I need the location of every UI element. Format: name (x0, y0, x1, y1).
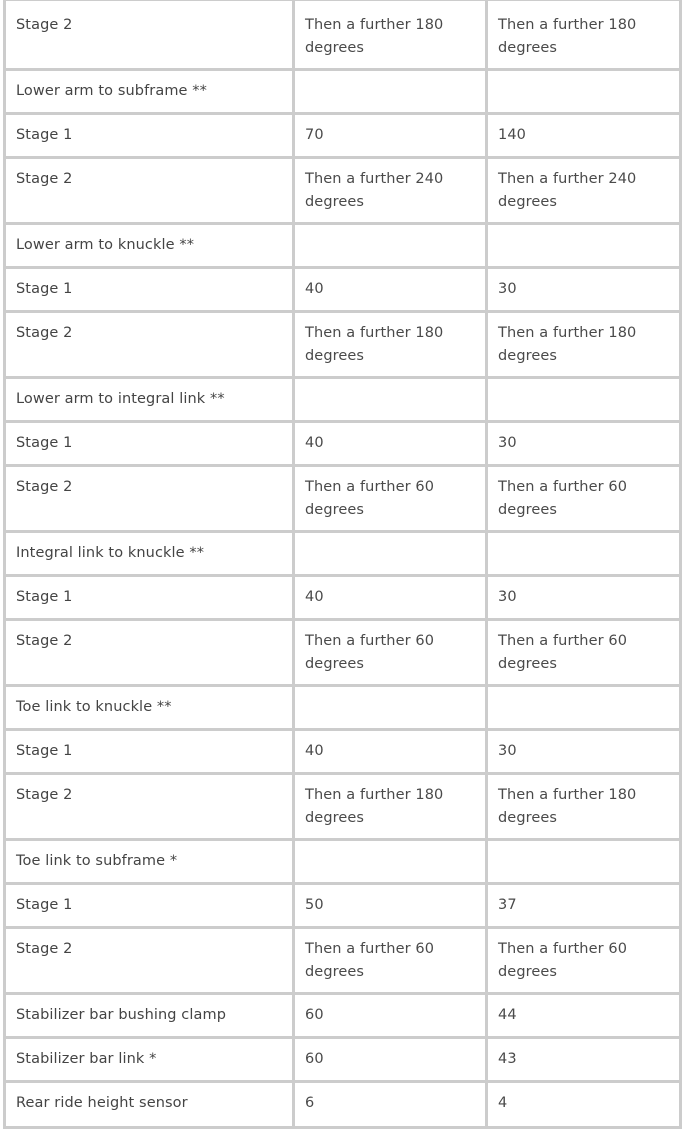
lbft-value-cell: 140 (487, 114, 681, 158)
table-row (5, 532, 681, 576)
component-cell: Toe link to subframe * (5, 840, 294, 884)
nm-value-cell: 40 (294, 422, 487, 466)
nm-value-cell: Then a further 180 degrees (294, 0, 487, 70)
table-row (5, 224, 681, 268)
lbft-value-cell: Then a further 240 degrees (487, 158, 681, 224)
table-row (5, 0, 681, 70)
nm-value-cell: 60 (294, 1038, 487, 1082)
lbft-value-cell: 30 (487, 422, 681, 466)
nm-value-cell: 50 (294, 884, 487, 928)
table-row (5, 422, 681, 466)
table-row (5, 378, 681, 422)
component-cell: Stage 2 (5, 466, 294, 532)
nm-value-cell: Then a further 60 degrees (294, 620, 487, 686)
nm-value-cell: Then a further 180 degrees (294, 774, 487, 840)
component-cell: Stage 1 (5, 730, 294, 774)
nm-value-cell: Then a further 60 degrees (294, 466, 487, 532)
component-cell: Lower arm to subframe ** (5, 70, 294, 114)
table-row (5, 686, 681, 730)
nm-value-cell (294, 224, 487, 268)
table-row (5, 70, 681, 114)
component-cell: Lower arm to knuckle ** (5, 224, 294, 268)
lbft-value-cell: Then a further 180 degrees (487, 312, 681, 378)
nm-value-cell: Then a further 180 degrees (294, 312, 487, 378)
table-row (5, 268, 681, 312)
lbft-value-cell (487, 378, 681, 422)
component-cell: Stage 1 (5, 884, 294, 928)
component-cell: Stage 2 (5, 158, 294, 224)
lbft-value-cell (487, 840, 681, 884)
lbft-value-cell: Then a further 60 degrees (487, 928, 681, 994)
nm-value-cell (294, 840, 487, 884)
lbft-value-cell: 43 (487, 1038, 681, 1082)
table-row (5, 620, 681, 686)
torque-spec-table (3, 0, 682, 1129)
component-cell: Stage 2 (5, 0, 294, 70)
table-row (5, 1082, 681, 1128)
lbft-value-cell: Then a further 180 degrees (487, 0, 681, 70)
lbft-value-cell: Then a further 60 degrees (487, 620, 681, 686)
table-row (5, 1038, 681, 1082)
table-row (5, 840, 681, 884)
lbft-value-cell: Then a further 60 degrees (487, 466, 681, 532)
component-cell: Toe link to knuckle ** (5, 686, 294, 730)
lbft-value-cell (487, 686, 681, 730)
nm-value-cell: 40 (294, 576, 487, 620)
component-cell: Rear ride height sensor (5, 1082, 294, 1128)
nm-value-cell: 60 (294, 994, 487, 1038)
component-cell: Stage 1 (5, 268, 294, 312)
nm-value-cell: Then a further 60 degrees (294, 928, 487, 994)
component-cell: Stabilizer bar bushing clamp (5, 994, 294, 1038)
nm-value-cell: 70 (294, 114, 487, 158)
component-cell: Stabilizer bar link * (5, 1038, 294, 1082)
table-row (5, 730, 681, 774)
table-row (5, 466, 681, 532)
table-row (5, 774, 681, 840)
component-cell: Stage 1 (5, 576, 294, 620)
component-cell: Integral link to knuckle ** (5, 532, 294, 576)
lbft-value-cell (487, 532, 681, 576)
lbft-value-cell: 4 (487, 1082, 681, 1128)
component-cell: Stage 1 (5, 114, 294, 158)
component-cell: Stage 2 (5, 620, 294, 686)
nm-value-cell (294, 532, 487, 576)
lbft-value-cell: 30 (487, 576, 681, 620)
lbft-value-cell: Then a further 180 degrees (487, 774, 681, 840)
component-cell: Stage 2 (5, 928, 294, 994)
nm-value-cell: Then a further 240 degrees (294, 158, 487, 224)
nm-value-cell (294, 378, 487, 422)
lbft-value-cell: 30 (487, 268, 681, 312)
table-row (5, 114, 681, 158)
lbft-value-cell: 44 (487, 994, 681, 1038)
table-row (5, 928, 681, 994)
torque-spec-table-body (5, 0, 681, 1128)
nm-value-cell: 6 (294, 1082, 487, 1128)
component-cell: Lower arm to integral link ** (5, 378, 294, 422)
table-row (5, 994, 681, 1038)
table-row (5, 576, 681, 620)
nm-value-cell (294, 686, 487, 730)
nm-value-cell (294, 70, 487, 114)
lbft-value-cell (487, 224, 681, 268)
table-row (5, 158, 681, 224)
lbft-value-cell: 30 (487, 730, 681, 774)
component-cell: Stage 2 (5, 312, 294, 378)
table-row (5, 884, 681, 928)
lbft-value-cell (487, 70, 681, 114)
nm-value-cell: 40 (294, 268, 487, 312)
lbft-value-cell: 37 (487, 884, 681, 928)
component-cell: Stage 1 (5, 422, 294, 466)
table-row (5, 312, 681, 378)
component-cell: Stage 2 (5, 774, 294, 840)
nm-value-cell: 40 (294, 730, 487, 774)
